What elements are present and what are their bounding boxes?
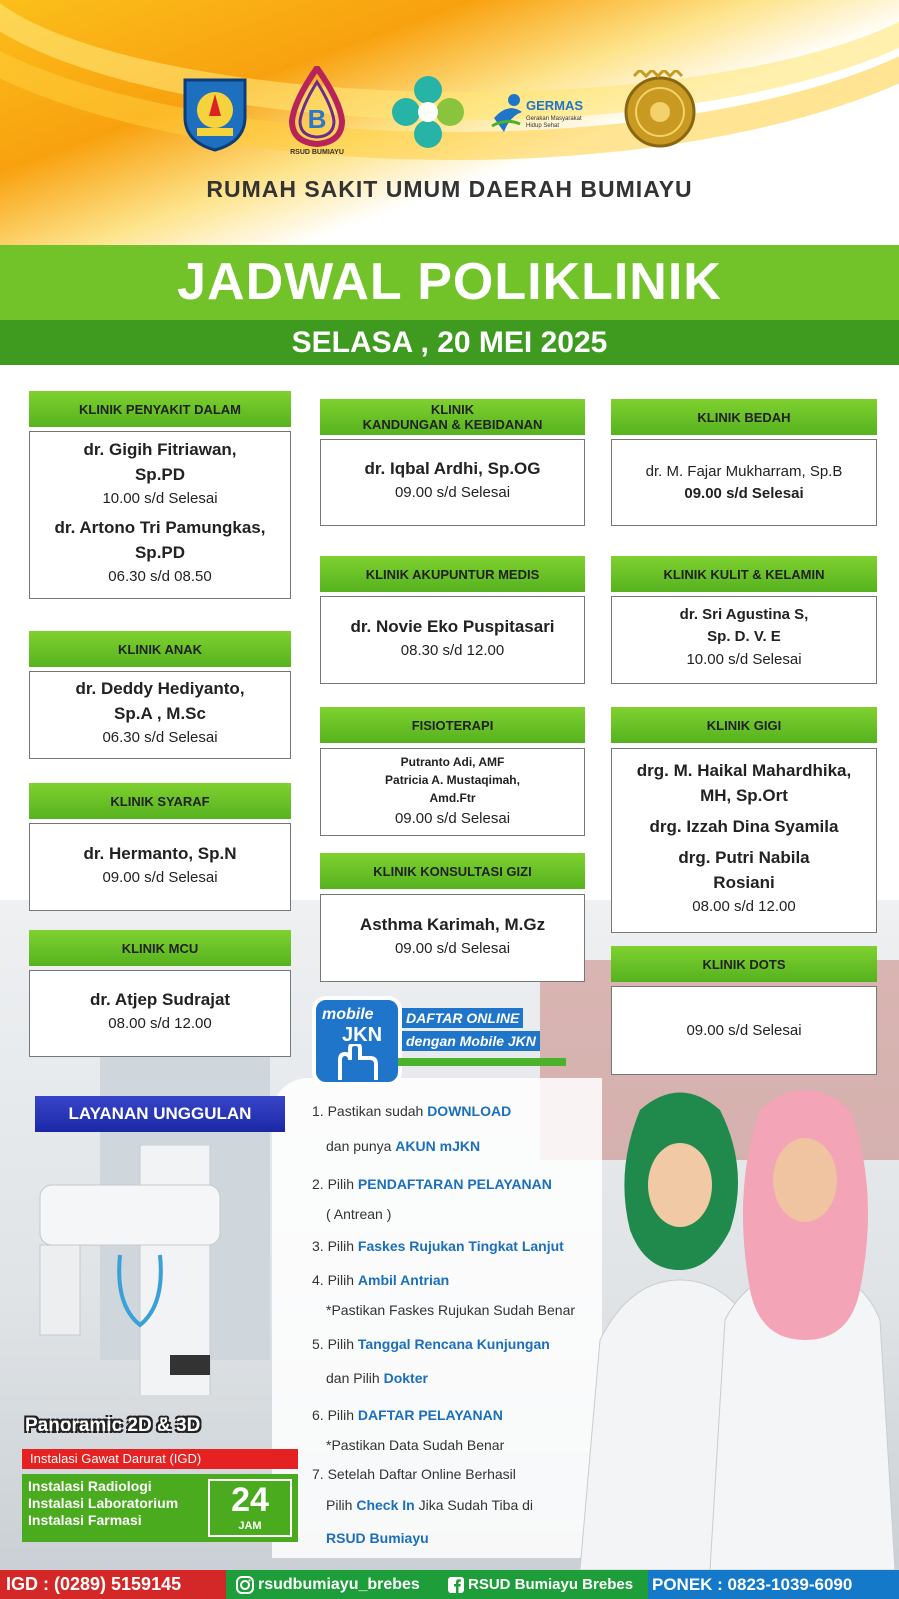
schedule-date: SELASA , 20 MEI 2025 <box>0 320 899 365</box>
clinic-header-akupuntur: KLINIK AKUPUNTUR MEDIS <box>320 556 585 592</box>
nurses-photo <box>560 1080 895 1570</box>
therapist-name: Putranto Adi, AMF <box>400 755 505 769</box>
instagram-text: rsudbumiayu_brebes <box>258 1576 420 1593</box>
schedule-time: 10.00 s/d Selesai <box>686 651 802 668</box>
germas-logo <box>490 92 600 142</box>
clinic-header-line: KANDUNGAN & KEBIDANAN <box>362 417 543 432</box>
clinic-header-gizi: KLINIK KONSULTASI GIZI <box>320 853 585 889</box>
header-banner <box>0 0 899 245</box>
panoramic-xray-machine-image <box>20 1145 290 1415</box>
doctor-title: Sp. D. V. E <box>707 628 781 645</box>
step-1-cont <box>326 1138 480 1154</box>
clinic-card-syaraf <box>29 823 291 911</box>
schedule-time: 09.00 s/d Selesai <box>686 1021 802 1039</box>
nutritionist-name: Asthma Karimah, M.Gz <box>359 914 546 934</box>
schedule-time: 09.00 s/d Selesai <box>394 484 511 501</box>
clinic-card-kandungan <box>320 439 585 526</box>
instagram-icon <box>236 1576 254 1594</box>
clinic-card-bedah <box>611 439 877 526</box>
hospital-name: RUMAH SAKIT UMUM DAERAH BUMIAYU <box>206 176 693 202</box>
step-7: 7. Setelah Daftar Online Berhasil <box>312 1466 516 1482</box>
clinic-card-penyakit-dalam <box>29 431 291 599</box>
step-text: 6. Pilih <box>312 1407 358 1423</box>
schedule-time: 08.00 s/d 12.00 <box>108 1015 212 1032</box>
germas-figure-icon <box>490 92 526 136</box>
clinic-card-akupuntur <box>320 596 585 684</box>
dentist-title: MH, Sp.Ort <box>700 786 788 805</box>
installation-item: Instalasi Laboratorium <box>28 1495 179 1511</box>
jkn-logo-text: mobile <box>322 1006 374 1023</box>
therapist-title: Amd.Ftr <box>429 791 476 805</box>
step-7-location <box>326 1530 429 1546</box>
clinic-header-line: KLINIK <box>430 402 475 417</box>
step-highlight: Tanggal Rencana Kunjungan <box>357 1336 550 1352</box>
hand-tap-icon <box>330 1044 390 1082</box>
step-text: 5. Pilih <box>312 1336 358 1352</box>
igd-label: Instalasi Gawat Darurat (IGD) <box>22 1449 298 1469</box>
kemenkes-logo <box>388 72 468 152</box>
clinic-card-dots <box>611 986 877 1075</box>
igd-phone: IGD : (0289) 5159145 <box>0 1570 226 1599</box>
clinic-card-fisioterapi <box>320 748 585 836</box>
step-highlight: Dokter <box>383 1370 428 1386</box>
clinic-header-syaraf: KLINIK SYARAF <box>29 783 291 819</box>
clinic-header-kulit: KLINIK KULIT & KELAMIN <box>611 556 877 592</box>
rsud-bumiayu-logo <box>280 66 354 156</box>
schedule-time: 10.00 s/d Selesai <box>102 490 218 507</box>
step-6 <box>312 1407 503 1423</box>
dentist-name: drg. Putri Nabila <box>678 848 810 867</box>
dentist-name: drg. M. Haikal Mahardhika, <box>636 761 852 780</box>
doctor-name: dr. Atjep Sudrajat <box>89 990 231 1009</box>
hours-number: 24 <box>231 1481 269 1519</box>
doctor-title: Sp.PD <box>134 543 186 562</box>
page-title: JADWAL POLIKLINIK <box>0 245 899 320</box>
step-highlight: Ambil Antrian <box>357 1272 450 1288</box>
step-text: Jika Sudah Tiba di <box>414 1497 534 1513</box>
clinic-header-fisioterapi: FISIOTERAPI <box>320 707 585 743</box>
clinic-card-gizi <box>320 894 585 982</box>
schedule-time: 09.00 s/d Selesai <box>394 810 511 827</box>
hours-unit: JAM <box>238 1520 262 1532</box>
step-highlight: DOWNLOAD <box>427 1103 512 1119</box>
daftar-online-banner <box>398 1008 566 1058</box>
facebook-text: RSUD Bumiayu Brebes <box>468 1576 634 1593</box>
banner-line: dengan Mobile JKN <box>402 1031 540 1051</box>
ponek-phone: PONEK : 0823-1039-6090 <box>648 1570 899 1599</box>
schedule-time: 09.00 s/d Selesai <box>394 939 511 957</box>
facebook-page <box>448 1570 633 1599</box>
doctor-name: dr. Hermanto, Sp.N <box>83 843 237 863</box>
dentist-name-cont: Rosiani <box>713 873 775 892</box>
step-highlight: AKUN mJKN <box>395 1138 481 1154</box>
doctor-name: dr. Sri Agustina S, <box>679 606 809 623</box>
footer-bar <box>0 1570 899 1599</box>
regency-crest-logo <box>175 72 255 152</box>
step-1 <box>312 1103 511 1119</box>
step-text: 3. Pilih <box>312 1238 358 1254</box>
clinic-card-gigi <box>611 748 877 933</box>
clinic-card-anak <box>29 671 291 759</box>
step-highlight: Faskes Rujukan Tingkat Lanjut <box>357 1238 564 1254</box>
step-2-cont: ( Antrean ) <box>326 1206 392 1222</box>
panoramic-label: Panoramic 2D & 3D <box>25 1415 201 1436</box>
step-5-cont <box>326 1370 428 1386</box>
mobile-jkn-logo <box>312 996 402 1086</box>
doctor-title: Sp.PD <box>134 465 186 484</box>
step-3 <box>312 1238 564 1254</box>
step-text: Pilih <box>326 1497 357 1513</box>
clinic-card-kulit <box>611 596 877 684</box>
clinic-header-bedah: KLINIK BEDAH <box>611 399 877 435</box>
schedule-time: 09.00 s/d Selesai <box>102 868 218 886</box>
schedule-time: 09.00 s/d Selesai <box>684 484 804 502</box>
doctor-name: dr. M. Fajar Mukharram, Sp.B <box>645 462 843 480</box>
germas-subtitle: Gerakan Masyarakat Hidup Sehat <box>526 116 582 129</box>
doctor-name: dr. Iqbal Ardhi, Sp.OG <box>364 459 541 478</box>
rsud-logo-caption: RSUD BUMIAYU <box>290 149 344 156</box>
banner-line: DAFTAR ONLINE <box>402 1008 523 1028</box>
step-text: 2. Pilih <box>312 1176 358 1192</box>
dentist-name: drg. Izzah Dina Syamila <box>649 817 839 836</box>
step-highlight: DAFTAR PELAYANAN <box>357 1407 503 1423</box>
banner-underline <box>398 1058 566 1066</box>
installation-item: Instalasi Radiologi <box>28 1478 152 1494</box>
schedule-time: 06.30 s/d 08.50 <box>108 568 212 585</box>
clinic-header-penyakit-dalam: KLINIK PENYAKIT DALAM <box>29 391 291 427</box>
installation-item: Instalasi Farmasi <box>28 1512 142 1528</box>
doctor-name: dr. Artono Tri Pamungkas, <box>54 518 266 537</box>
clinic-card-mcu <box>29 970 291 1057</box>
step-7-cont <box>326 1497 533 1513</box>
step-2 <box>312 1176 552 1192</box>
step-text: dan punya <box>326 1138 396 1154</box>
facebook-icon <box>448 1577 464 1593</box>
layanan-unggulan-header: LAYANAN UNGGULAN <box>35 1096 285 1132</box>
step-text: dan Pilih <box>326 1370 384 1386</box>
jkn-logo-text: JKN <box>342 1024 383 1046</box>
clinic-header-mcu: KLINIK MCU <box>29 930 291 966</box>
step-4-note: *Pastikan Faskes Rujukan Sudah Benar <box>326 1302 576 1318</box>
step-highlight: PENDAFTARAN PELAYANAN <box>357 1176 552 1192</box>
24-hour-badge <box>208 1479 292 1537</box>
clinic-header-dots: KLINIK DOTS <box>611 946 877 982</box>
doctor-title: Sp.A , M.Sc <box>114 704 206 723</box>
doctor-name: dr. Deddy Hediyanto, <box>75 679 245 698</box>
step-text: 1. Pastikan sudah <box>312 1103 428 1119</box>
schedule-time: 08.30 s/d 12.00 <box>400 641 505 659</box>
step-4 <box>312 1272 449 1288</box>
germas-title: GERMAS <box>526 98 584 113</box>
clinic-header-anak: KLINIK ANAK <box>29 631 291 667</box>
doctor-name: dr. Gigih Fitriawan, <box>83 440 237 459</box>
step-5 <box>312 1336 550 1352</box>
instagram-handle <box>236 1570 420 1599</box>
doctor-name: dr. Novie Eko Puspitasari <box>350 616 555 636</box>
step-text: 4. Pilih <box>312 1272 358 1288</box>
schedule-time: 06.30 s/d Selesai <box>102 729 218 746</box>
step-6-note: *Pastikan Data Sudah Benar <box>326 1437 505 1453</box>
accreditation-seal-logo <box>620 70 700 150</box>
clinic-header-gigi: KLINIK GIGI <box>611 707 877 743</box>
schedule-time: 08.00 s/d 12.00 <box>692 898 796 915</box>
therapist-name: Patricia A. Mustaqimah, <box>385 773 520 787</box>
svg-text:B: B <box>307 104 327 134</box>
step-highlight: RSUD Bumiayu <box>326 1530 429 1546</box>
step-highlight: Check In <box>356 1497 415 1513</box>
clinic-header-kandungan <box>320 399 585 435</box>
